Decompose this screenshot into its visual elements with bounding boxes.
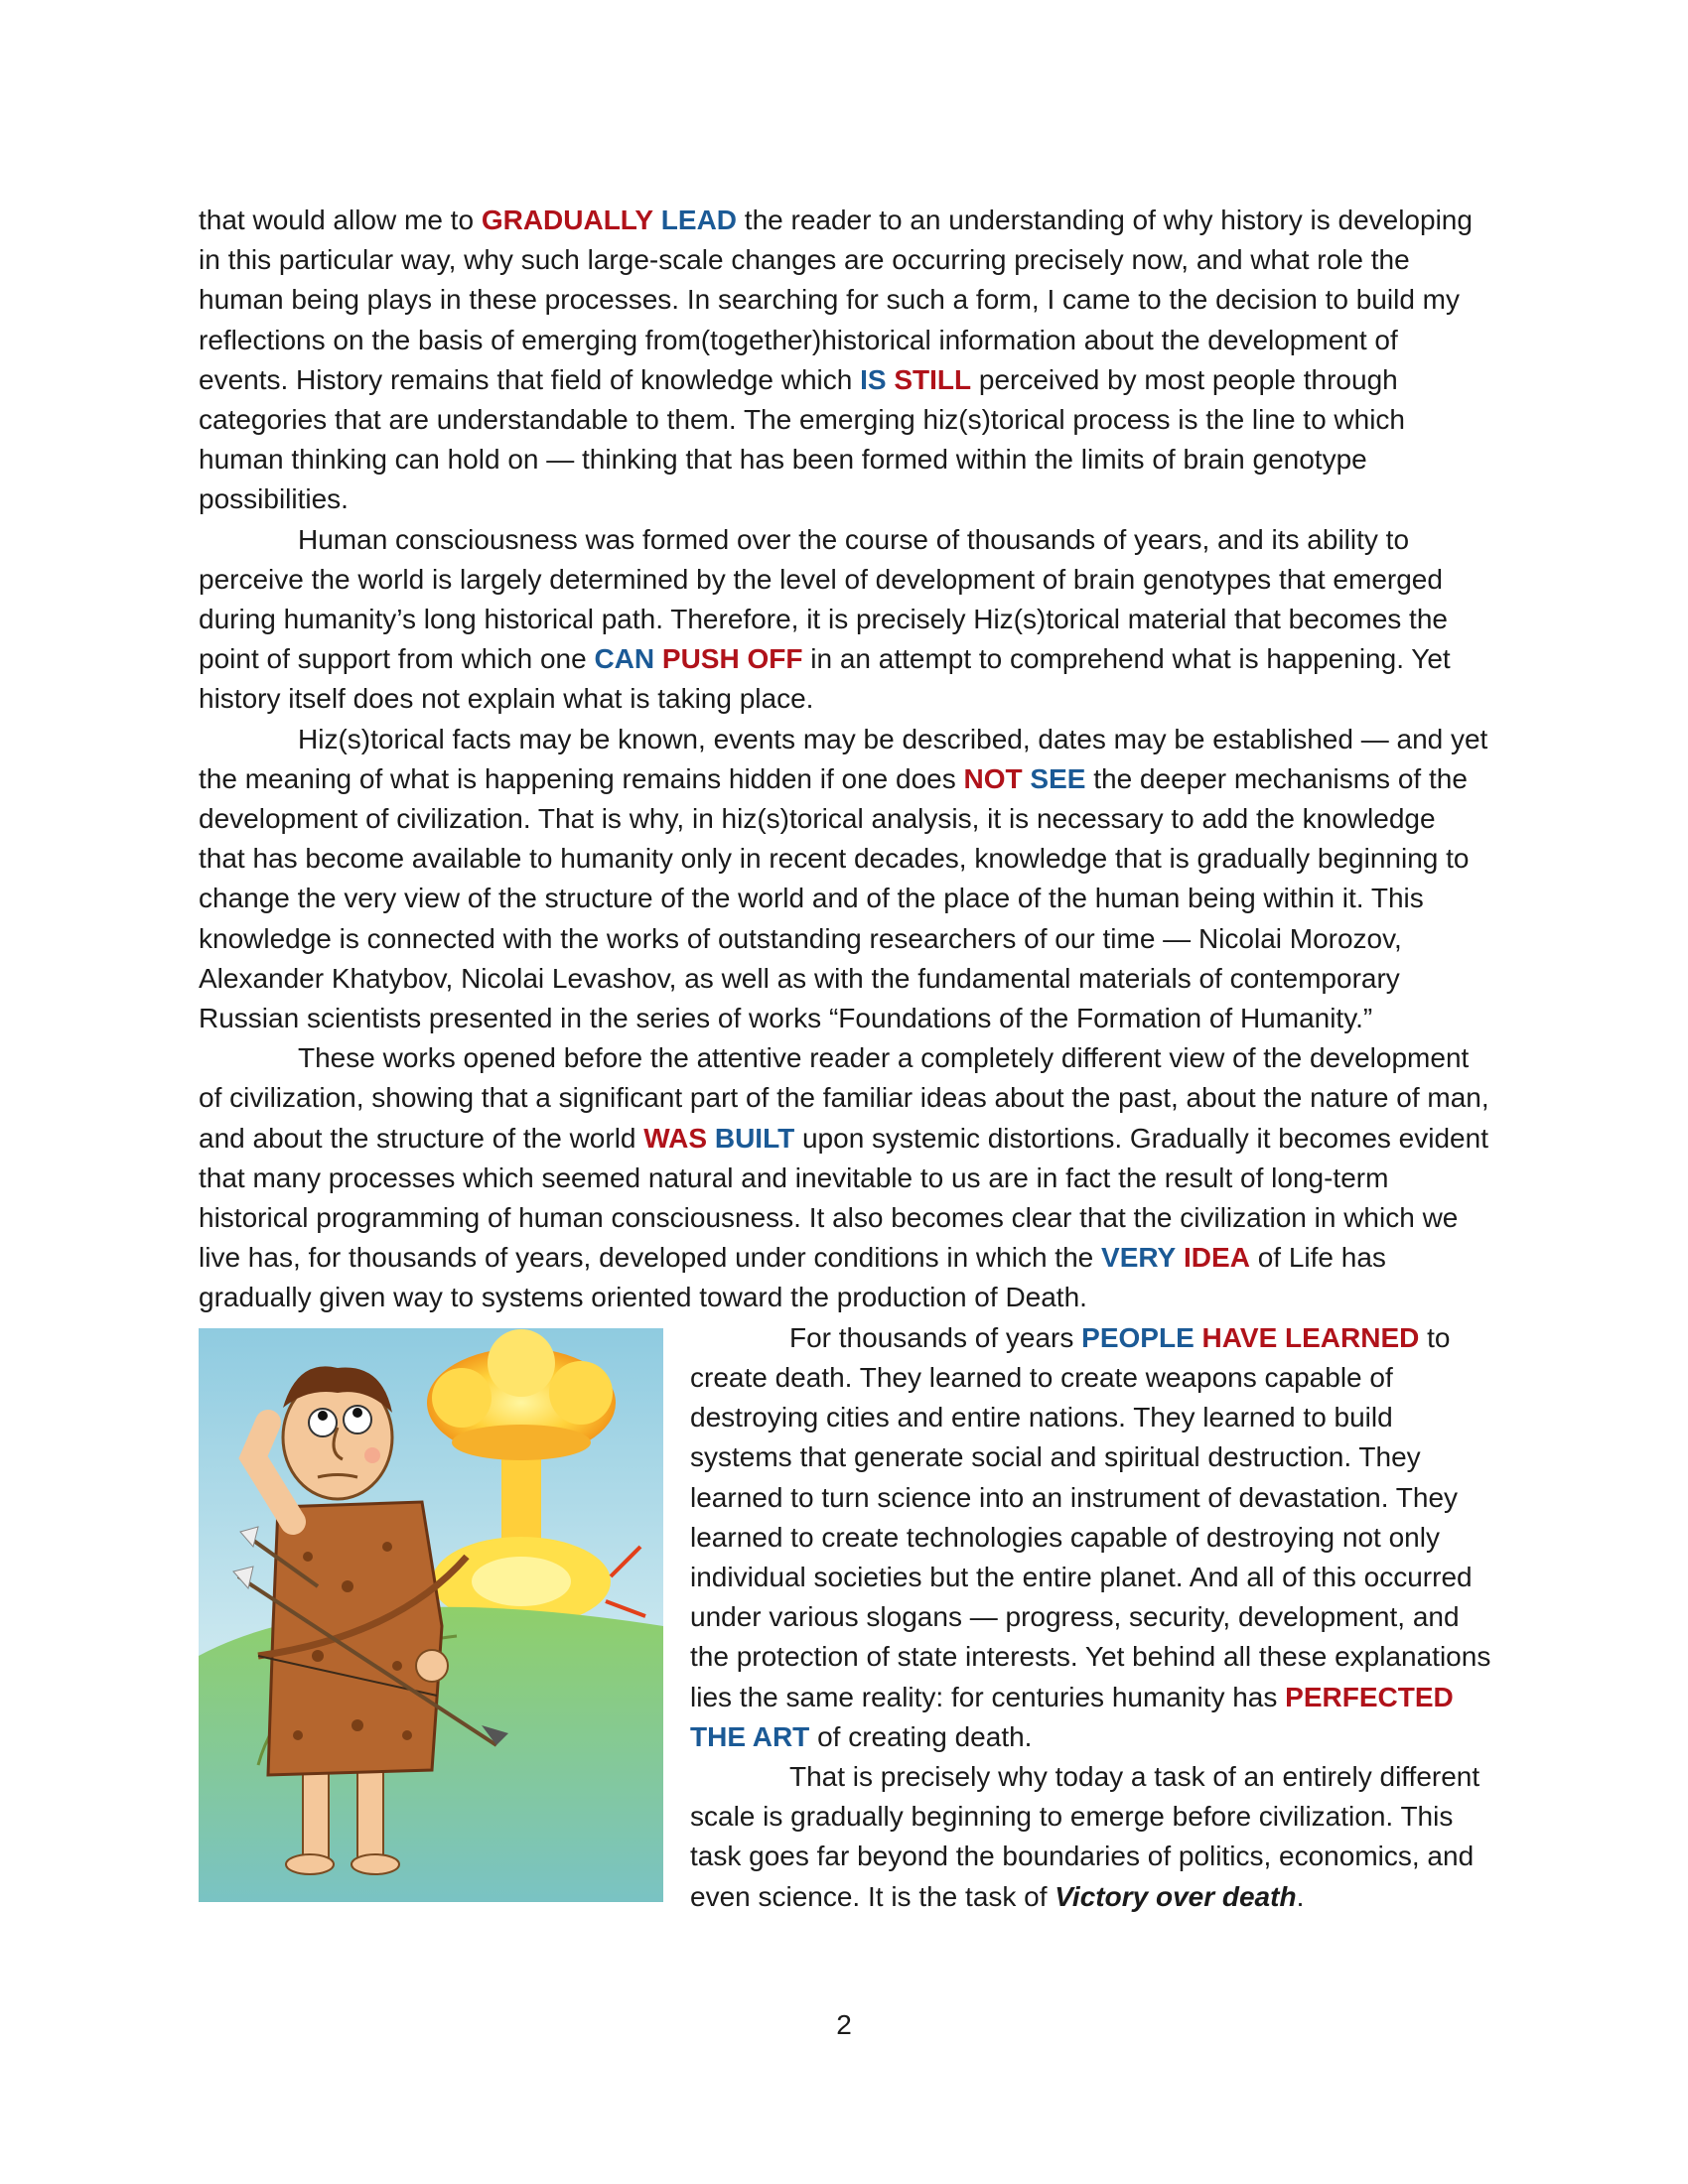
highlight-red: IDEA: [1184, 1242, 1250, 1274]
page-body: [199, 201, 1489, 1954]
text-run: in an attempt to comprehend what is happening. Yet history itself does not explain what is taking place.: [199, 643, 1451, 715]
paragraph-4: [199, 1038, 1489, 1317]
text-run: That is precisely why today a task of an entirely different scale is gradually beginning to emerge before civilization. This task goes far beyond the boundaries of politics, economics, and even science. It is the task of: [690, 1760, 1480, 1912]
highlight-blue: LEAD: [660, 205, 738, 235]
highlight-blue: PEOPLE: [1081, 1321, 1195, 1353]
side-text-column: [690, 1318, 1494, 1917]
paragraph-2: [199, 520, 1489, 720]
text-run: .: [1296, 1880, 1305, 1912]
paragraph-6: [690, 1757, 1494, 1917]
highlight-red: NOT: [963, 762, 1023, 794]
highlight-blue: SEE: [1030, 762, 1086, 794]
text-run: These works opened before the attentive reader a completely different view of the development of civilization, showing that a significant part of the familiar ideas about the past, about the nature of man, and about the structure of the world: [199, 1042, 1489, 1154]
text-run: that would allow me to: [199, 205, 482, 235]
highlight-red: WAS: [643, 1122, 708, 1154]
highlight-blue: IS: [860, 363, 887, 395]
highlight-blue: THE ART: [690, 1720, 810, 1752]
page-number: 2: [836, 2009, 852, 2040]
highlight-red: PUSH OFF: [661, 643, 803, 675]
highlight-blue: BUILT: [714, 1122, 795, 1154]
highlight-red: GRADUALLY: [481, 205, 654, 235]
highlight-red: HAVE LEARNED: [1201, 1321, 1420, 1353]
text-run: of creating death.: [809, 1720, 1033, 1752]
highlight-blue: CAN: [594, 643, 655, 675]
figure-with-text: [199, 1318, 1489, 1954]
text-run: the reader to an understanding of why history is developing in this particular way, why such large-scale changes are occurring precisely now, and what role the human being plays in these processes. In searching for such a form, I came to the decision to build my reflections on the basis of emerging from(together)historical information about the development of events. History remains that field of knowledge which: [199, 205, 1473, 395]
paragraph-3: [199, 720, 1489, 1039]
highlight-blue: VERY: [1101, 1242, 1177, 1274]
text-run: perceived by most people through categories that are understandable to them. The emerging hiz(s)torical process is the line to which human thinking can hold on — thinking that has been formed within the limits of brain genotype possibilities.: [199, 363, 1406, 515]
paragraph-5: [690, 1318, 1494, 1757]
text-run: of Life has gradually given way to systems oriented toward the production of Death.: [199, 1242, 1386, 1313]
text-run: Human consciousness was formed over the course of thousands of years, and its ability to perceive the world is largely determined by the level of development of brain genotypes that emerged during humanity’s long historical path. Therefore, it is precisely Hiz(s)torical material that becomes the point of support from which one: [199, 523, 1448, 675]
text-run: Hiz(s)torical facts may be known, events may be described, dates may be established — and yet the meaning of what is happening remains hidden if one does: [199, 723, 1488, 794]
highlight-red: PERFECTED: [1285, 1681, 1454, 1712]
text-run: upon systemic distortions. Gradually it becomes evident that many processes which seemed natural and inevitable to us are in fact the result of long-term historical programming of human consciousness. It also becomes clear that the civilization in which we live has, for thousands of years, developed under conditions in which the: [199, 1122, 1488, 1274]
highlight-red: STILL: [894, 363, 972, 395]
text-run: to create death. They learned to create weapons capable of destroying cities and entire nations. They learned to build systems that generate social and spiritual destruction. They learned to turn science into an instrument of devastation. They learned to create technologies capable of destroying not only individual societies but the entire planet. And all of this occurred under various slogans — progress, security, development, and the protection of state interests. Yet behind all these explanations lies the same reality: for centuries humanity has: [690, 1321, 1491, 1712]
caveman-illustration: [199, 1328, 663, 1902]
text-run: the deeper mechanisms of the development of civilization. That is why, in hiz(s)torical analysis, it is necessary to add the knowledge that has become available to humanity only in recent decades, knowledge that is gradually beginning to change the very view of the structure of the world and of the place of the human being within it. This knowledge is connected with the works of outstanding researchers of our time — Nicolai Morozov, Alexander Khatybov, Nicolai Levashov, as well as with the fundamental materials of contemporary Russian scientists presented in the series of works “Foundations of the Formation of Humanity.”: [199, 762, 1470, 1034]
paragraph-1: [199, 201, 1489, 520]
emphasis-text: Victory over death: [1055, 1880, 1297, 1912]
text-run: For thousands of years: [789, 1321, 1082, 1353]
